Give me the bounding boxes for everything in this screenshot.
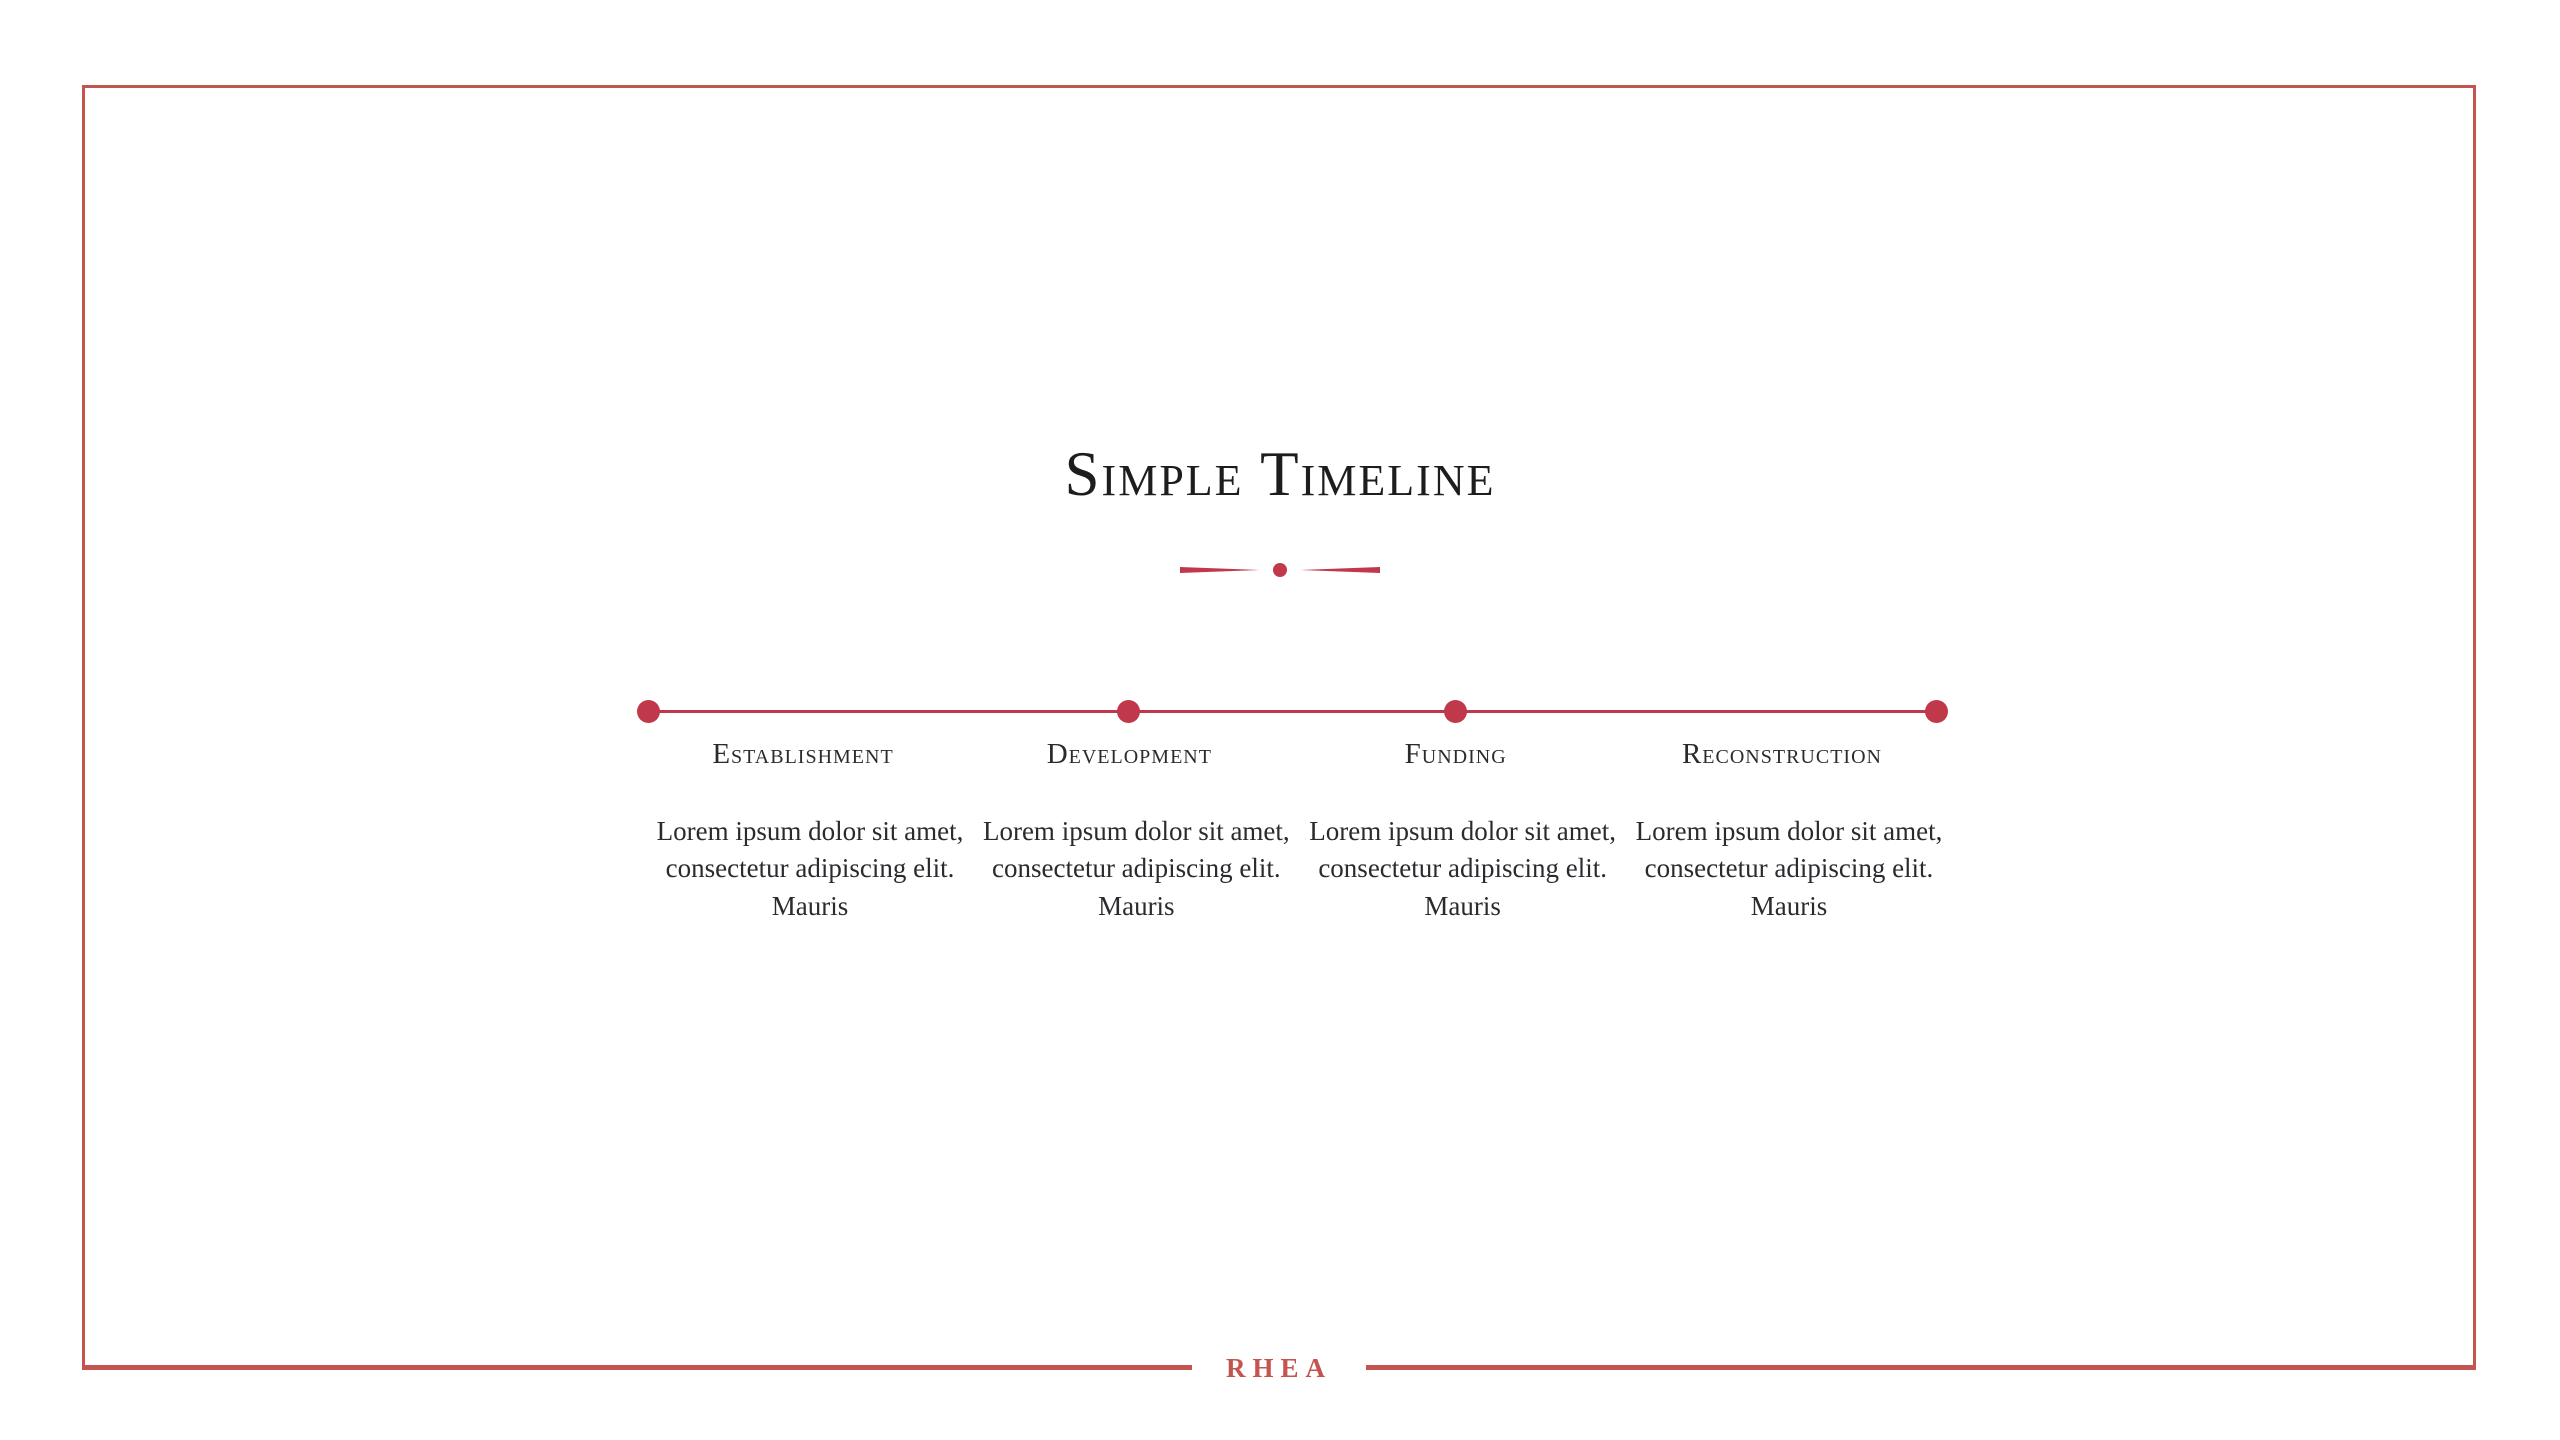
- ornament-left-line-icon: [1180, 567, 1260, 573]
- timeline-dot-icon: [1444, 700, 1467, 723]
- timeline-dot-row: [1293, 660, 1619, 760]
- timeline-milestone[interactable]: [640, 660, 966, 925]
- milestone-label: Reconstruction: [1681, 738, 1882, 770]
- milestone-label: Funding: [1404, 738, 1507, 770]
- timeline-milestones: [640, 660, 1945, 925]
- timeline-dot-icon: [637, 700, 660, 723]
- timeline-dot-row: [640, 660, 966, 760]
- ornament-right-line-icon: [1300, 567, 1380, 573]
- milestone-body: Lorem ipsum dolor sit amet, consectetur adipiscing elit. Mauris: [982, 816, 1290, 921]
- timeline-dot-row: [1619, 660, 1945, 760]
- title-block: [0, 440, 2560, 509]
- timeline-milestone[interactable]: [1293, 660, 1619, 925]
- milestone-body: Lorem ipsum dolor sit amet, consectetur adipiscing elit. Mauris: [1309, 816, 1616, 921]
- milestone-body: Lorem ipsum dolor sit amet, consectetur adipiscing elit. Mauris: [656, 816, 964, 921]
- timeline-milestone[interactable]: [966, 660, 1292, 925]
- timeline: [640, 660, 1945, 1000]
- ornament-dot-icon: [1273, 563, 1287, 577]
- footer-rule-right: [1366, 1367, 2476, 1370]
- milestone-label: Development: [1046, 738, 1212, 770]
- timeline-dot-icon: [1117, 700, 1140, 723]
- timeline-dot-icon: [1925, 700, 1948, 723]
- title-ornament: [1180, 555, 1380, 581]
- timeline-milestone[interactable]: [1619, 660, 1945, 925]
- slide-footer: [82, 1340, 2476, 1396]
- milestone-body: Lorem ipsum dolor sit amet, consectetur adipiscing elit. Mauris: [1635, 816, 1943, 921]
- milestone-label: Establishment: [712, 738, 894, 770]
- timeline-dot-row: [966, 660, 1292, 760]
- footer-rule-left: [82, 1367, 1192, 1370]
- brand-wordmark: RHEA: [1192, 1353, 1366, 1384]
- page-title: Simple Timeline: [1064, 439, 1496, 509]
